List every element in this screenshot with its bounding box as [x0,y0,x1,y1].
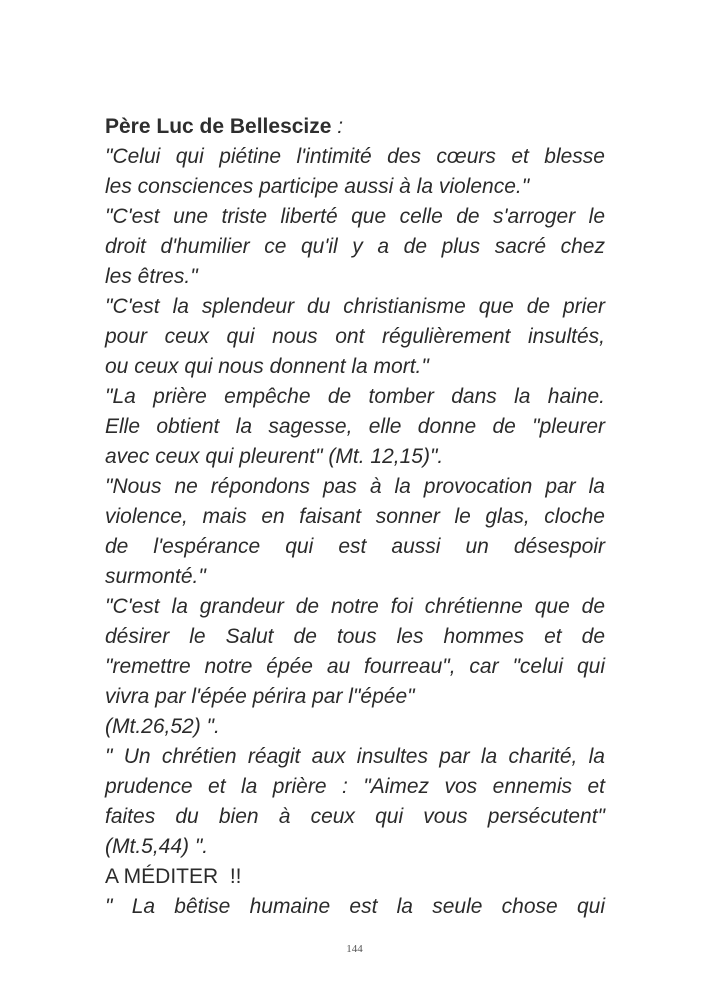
author-heading [105,112,605,142]
quote-line: les êtres." [105,265,198,288]
heading-colon: : [331,115,344,138]
quote-line: "C'est la grandeur de notre foi chrétienne que de [105,595,605,618]
quote-line: (Mt.5,44) ". [105,835,209,858]
quote-line: avec ceux qui pleurent" (Mt. 12,15)". [105,445,444,468]
quote-line: les consciences participe aussi à la violence." [105,175,530,198]
quote-line: ou ceux qui nous donnent la mort." [105,355,429,378]
page-number: 144 [346,943,363,955]
text-body [105,112,605,922]
quote-line: surmonté." [105,565,206,588]
quote-line: violence, mais en faisant sonner le glas, cloche [105,505,605,528]
quote-line: "La prière empêche de tomber dans la haine. [105,385,605,408]
quote-line: "C'est la splendeur du christianisme que de prier [105,295,605,318]
quote-line: prudence et la prière : "Aimez vos ennemis et [105,775,605,798]
quote-line: "Celui qui piétine l'intimité des cœurs et blesse [105,145,605,168]
quote-line: "C'est une triste liberté que celle de s'arroger le [105,205,605,228]
quote-line: "remettre notre épée au fourreau", car "celui qui [105,655,605,678]
author-name: Père Luc de Bellescize [105,115,332,138]
quote-line: (Mt.26,52) ". [105,715,220,738]
quote-line: de l'espérance qui est aussi un désespoir [105,535,605,558]
quote-line: droit d'humilier ce qu'il y a de plus sacré chez [105,235,605,258]
quote-line: désirer le Salut de tous les hommes et de [105,625,605,648]
meditate-line: A MÉDITER !! [105,865,242,888]
quote-line: " Un chrétien réagit aux insultes par la charité, la [105,745,605,768]
quote-line: Elle obtient la sagesse, elle donne de "pleurer [105,415,605,438]
last-quote-line: " La bêtise humaine est la seule chose qui [105,895,605,918]
quote-lines [105,142,605,862]
quote-line: "Nous ne répondons pas à la provocation par la [105,475,605,498]
quote-line: vivra par l'épée périra par l"épée" [105,685,415,708]
quote-line: faites du bien à ceux qui vous persécutent" [105,805,605,828]
quote-line: pour ceux qui nous ont régulièrement insultés, [105,325,605,348]
